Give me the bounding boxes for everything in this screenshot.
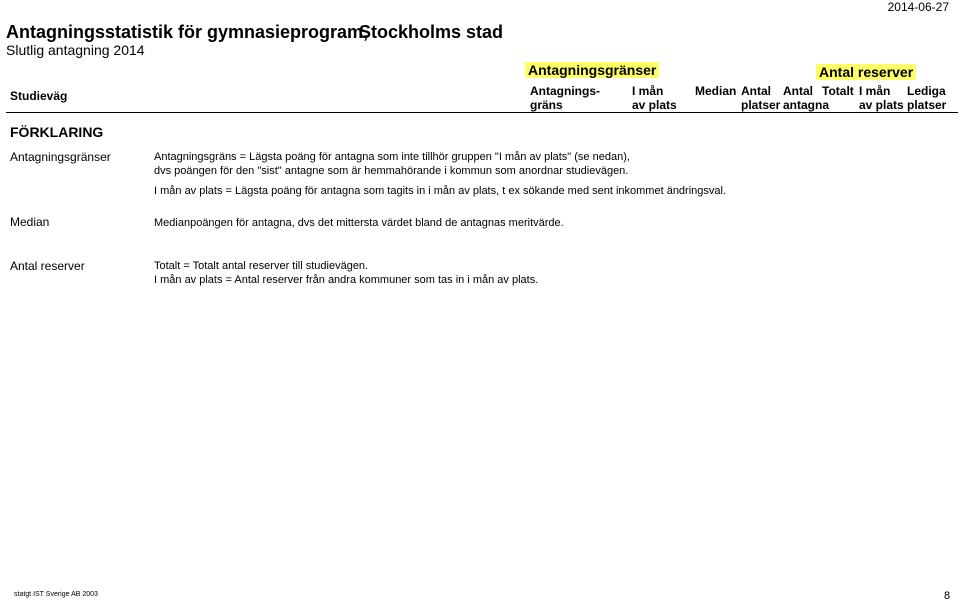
legend-desc-line: dvs poängen för den "sist" antagne som är hemmahörande i kommun som anordnar studievägen. — [154, 165, 629, 177]
column-header-line: antagna — [783, 98, 830, 112]
legend-term-antagningsgranser: Antagningsgränser — [10, 150, 111, 164]
legend-term-median: Median — [10, 215, 50, 229]
group-header-antal-reserver: Antal reserver — [816, 64, 916, 80]
legend-desc-antagningsgranser — [154, 150, 630, 178]
column-header-studievag: Studieväg — [10, 89, 68, 103]
column-header-line: Antal — [741, 84, 771, 98]
column-header-line: av plats — [632, 98, 677, 112]
column-header-i-man-av-plats — [632, 84, 677, 112]
column-header-line: gräns — [530, 98, 563, 112]
column-header-line: platser — [907, 98, 947, 112]
group-header-antagningsgranser: Antagningsgränser — [525, 62, 659, 78]
column-header-line: Antal — [783, 84, 813, 98]
column-header-totalt — [822, 84, 854, 98]
legend-desc-line: Totalt = Totalt antal reserver till studievägen. — [154, 260, 369, 272]
column-header-line: Antagnings- — [530, 84, 600, 98]
column-header-antal-platser — [741, 84, 780, 112]
legend-heading: FÖRKLARING — [10, 124, 104, 140]
column-header-reserver-i-man-av-plats — [859, 84, 904, 112]
legend-desc-i-man-av-plats: I mån av plats = Lägsta poäng för antagna som tagits in i mån av plats, t ex sökande med sent inkommet ändringsval. — [154, 185, 727, 197]
page-title: Antagningsstatistik för gymnasieprogram, — [6, 22, 369, 42]
column-header-median — [695, 84, 736, 98]
column-header-antagningsgrans — [530, 84, 600, 112]
page-number: 8 — [944, 590, 951, 602]
column-header-line: Totalt — [822, 84, 854, 98]
legend-desc-line: Antagningsgräns = Lägsta poäng för antagna som inte tillhör gruppen "I mån av plats" (se nedan), — [154, 151, 630, 163]
city-name: Stockholms stad — [359, 22, 504, 42]
column-header-line: av plats — [859, 98, 904, 112]
header-divider — [6, 112, 958, 113]
column-header-line: Lediga — [907, 84, 946, 98]
legend-term-antal-reserver: Antal reserver — [10, 259, 85, 273]
legend-desc-median: Medianpoängen för antagna, dvs det mittersta värdet bland de antagnas meritvärde. — [154, 217, 564, 229]
page-subtitle: Slutlig antagning 2014 — [6, 42, 145, 58]
column-header-line: I mån — [859, 84, 891, 98]
legend-desc-antal-reserver — [154, 259, 538, 287]
column-header-line: Median — [695, 84, 737, 98]
footer-source: statgt IST Sverige AB 2003 — [14, 591, 98, 598]
column-header-line: platser — [741, 98, 781, 112]
legend-desc-line: I mån av plats = Antal reserver från andra kommuner som tas in i mån av plats. — [154, 274, 539, 286]
column-header-lediga-platser — [907, 84, 946, 112]
report-date: 2014-06-27 — [887, 0, 949, 14]
column-header-line: I mån — [632, 84, 664, 98]
